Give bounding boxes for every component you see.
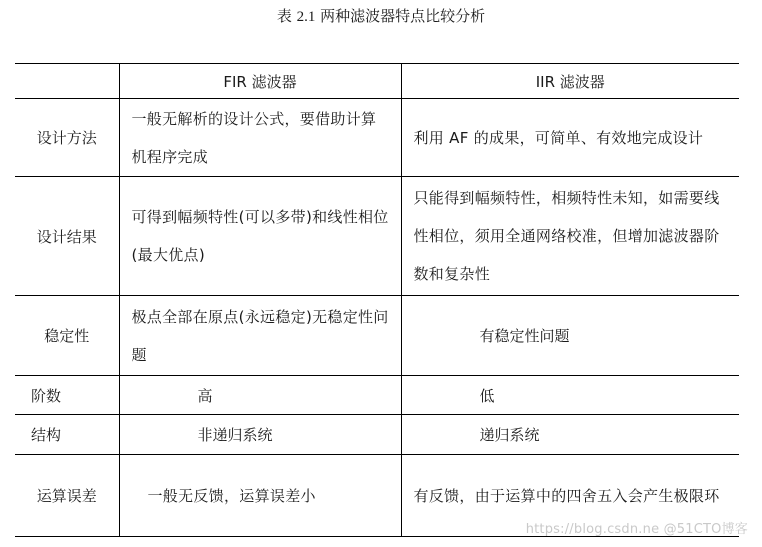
header-iir: IIR 滤波器 — [401, 64, 739, 99]
fir-cell: 一般无反馈，运算误差小 — [119, 455, 401, 537]
table-row — [15, 296, 739, 376]
fir-cell: 可得到幅频特性(可以多带)和线性相位(最大优点) — [119, 177, 401, 296]
iir-cell: 有反馈，由于运算中的四舍五入会产生极限环 — [401, 455, 739, 537]
row-label: 阶数 — [15, 376, 119, 415]
row-label: 设计方法 — [15, 99, 119, 177]
caption-number: 2.1 — [296, 9, 316, 25]
iir-cell: 低 — [401, 376, 739, 415]
fir-cell: 一般无解析的设计公式，要借助计算机程序完成 — [119, 99, 401, 177]
table-row — [15, 415, 739, 455]
iir-cell: 有稳定性问题 — [401, 296, 739, 376]
iir-cell: 利用 AF 的成果，可简单、有效地完成设计 — [401, 99, 739, 177]
table-header-row — [15, 64, 739, 99]
caption-title: 两种滤波器特点比较分析 — [320, 7, 486, 25]
header-fir: FIR 滤波器 — [119, 64, 401, 99]
fir-cell: 极点全部在原点(永远稳定)无稳定性问题 — [119, 296, 401, 376]
watermark-text: https://blog.csdn.ne @51CTO博客 — [525, 522, 748, 537]
iir-cell: 递归系统 — [401, 415, 739, 455]
fir-cell: 非递归系统 — [119, 415, 401, 455]
table-row — [15, 177, 739, 296]
row-label: 设计结果 — [15, 177, 119, 296]
row-label: 运算误差 — [15, 455, 119, 537]
table-row — [15, 99, 739, 177]
comparison-table — [15, 63, 739, 537]
header-empty — [15, 64, 119, 99]
row-label: 稳定性 — [15, 296, 119, 376]
table-caption — [0, 6, 762, 27]
caption-prefix: 表 — [276, 7, 292, 25]
iir-cell: 只能得到幅频特性，相频特性未知，如需要线性相位，须用全通网络校准，但增加滤波器阶数和复杂性 — [401, 177, 739, 296]
row-label: 结构 — [15, 415, 119, 455]
fir-cell: 高 — [119, 376, 401, 415]
table-row — [15, 376, 739, 415]
